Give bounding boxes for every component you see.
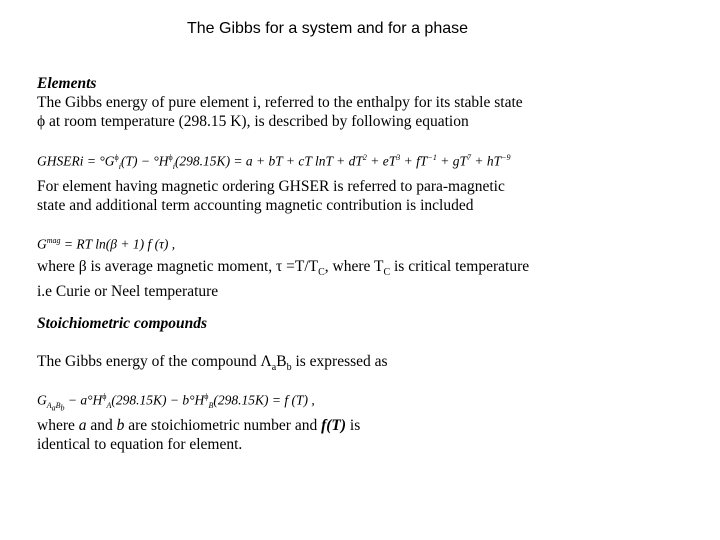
- magnetic-text-line-2: state and additional term accounting magnetic contribution is included: [37, 197, 474, 214]
- compound-definition: [37, 416, 637, 454]
- elements-heading: Elements: [37, 75, 97, 92]
- slide-title: The Gibbs for a system and for a phase: [186, 20, 469, 37]
- magnetic-equation: $G^{mag}$ = RT ln(β + 1) f (τ) ,: [37, 236, 176, 252]
- magnetic-section: [37, 177, 637, 215]
- magnetic-definition-line-2: i.e Curie or Neel temperature: [37, 283, 219, 301]
- magnetic-text-line-1: For element having magnetic ordering GHSER is referred to para-magnetic: [37, 178, 505, 195]
- compound-definition-line-1: where a and b are stoichiometric number and f(T) is: [37, 417, 361, 434]
- magnetic-definition-line-1: where β is average magnetic moment, $\tau =T/T_C$, where $T_C$ is critical temperature: [37, 258, 530, 279]
- compounds-heading: Stoichiometric compounds: [37, 315, 208, 332]
- compounds-section: [37, 314, 637, 333]
- magnetic-definition: [37, 257, 637, 301]
- compound-definition-line-2: identical to equation for element.: [37, 436, 243, 453]
- elements-text-line-1: The Gibbs energy of pure element i, referred to the enthalpy for its stable state: [37, 94, 523, 111]
- elements-text-line-2: ϕ at room temperature (298.15 K), is described by following equation: [37, 113, 469, 130]
- ghser-equation: GHSERi = $^\circ G^\phi_i(T) - ^\circ H^\phi_i(298.15K) = a$ + bT + cT $\ln T + dT^2 + eT^3 + fT^{-1} + gT^7 + hT^{-9}$: [37, 153, 511, 172]
- compound-equation: $G_{A_aB_b} - a^\circ H^\phi_A(298.15K) - b^\circ H^\phi_B(298.15K) = f$ (T) ,: [37, 392, 315, 413]
- elements-section: [37, 74, 637, 131]
- compounds-intro: The Gibbs energy of the compound $\Lambda_aB_b$ is expressed as: [37, 353, 388, 374]
